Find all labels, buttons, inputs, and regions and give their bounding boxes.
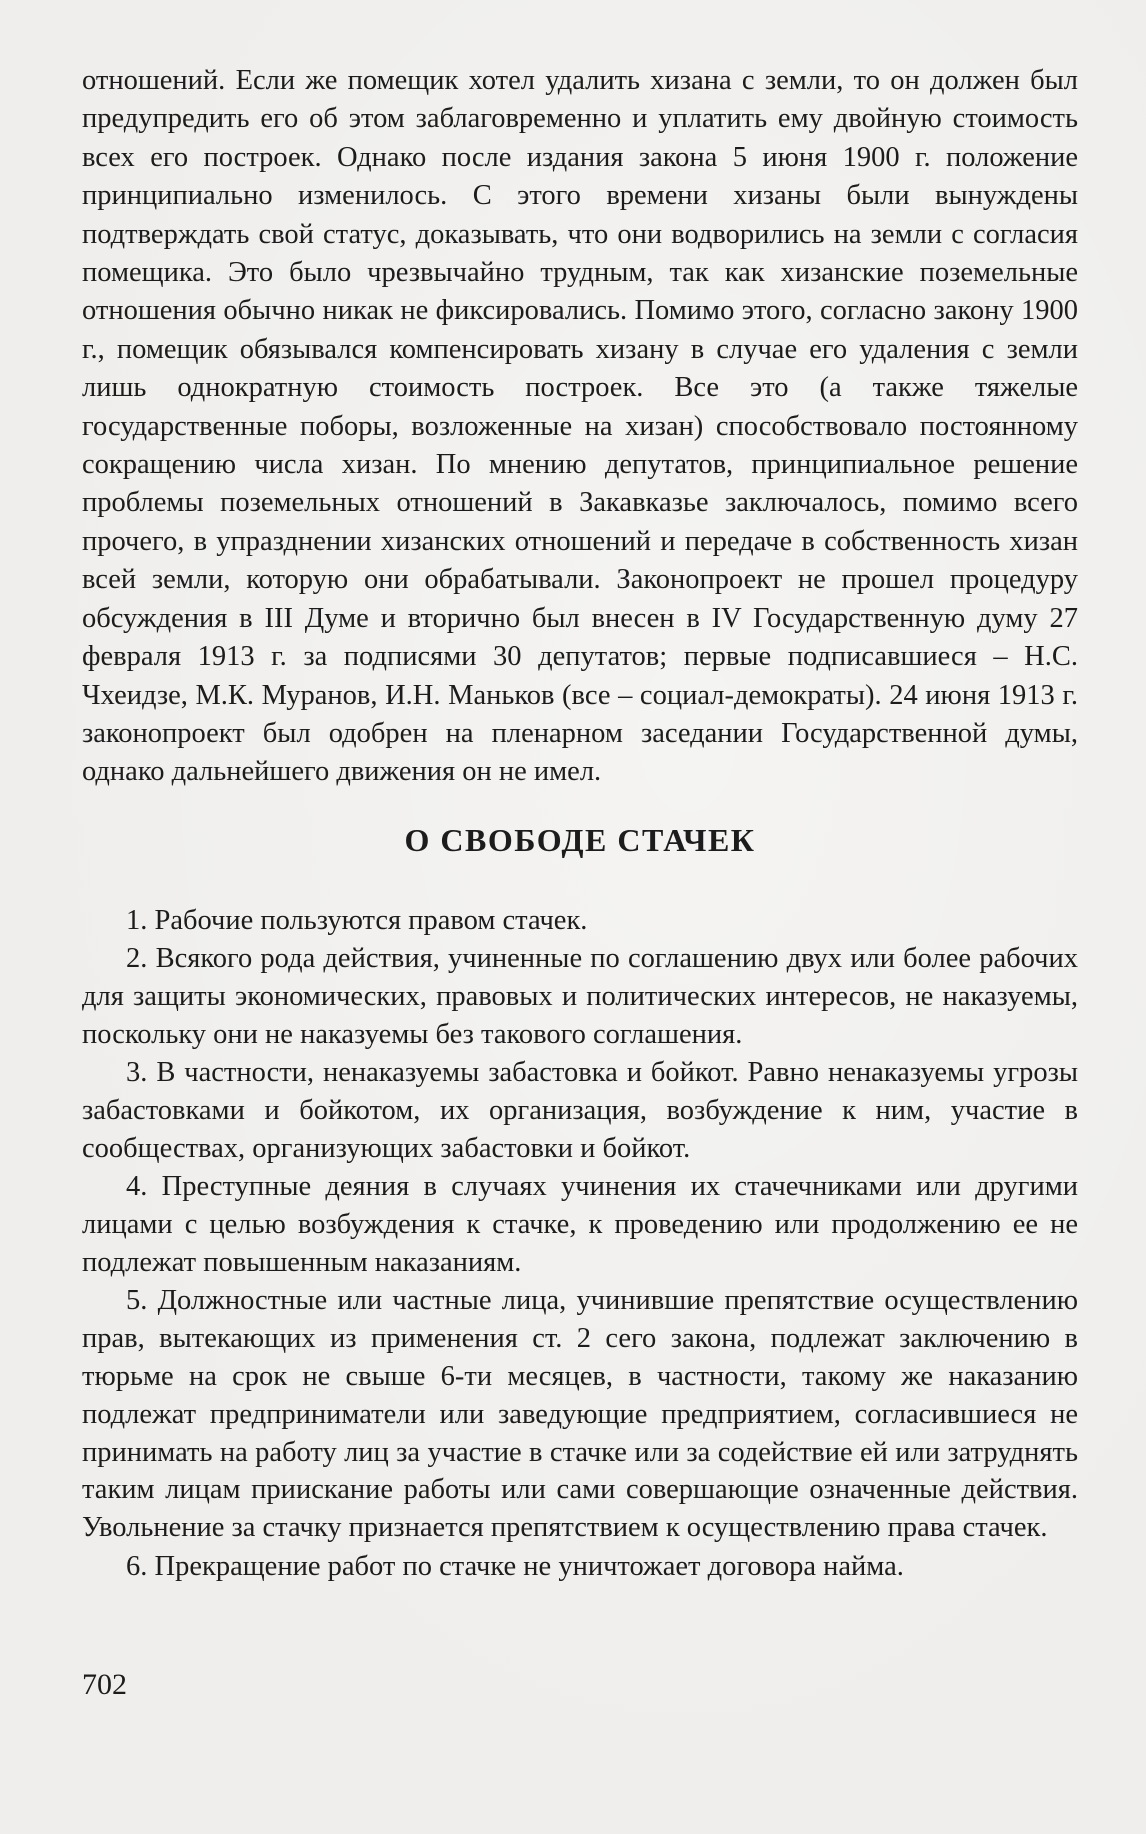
page-number: 702 xyxy=(82,1668,127,1701)
articles-list xyxy=(82,902,1078,1586)
article-6: 6. Прекращение работ по стачке не уничтожает договора найма. xyxy=(126,1550,904,1582)
article-3: 3. В частности, ненаказуемы забастовка и бойкот. Равно ненаказуемы угрозы забастовками и бойкотом, их организация, возбуждение к ним, участие в сообществах, организующих забастовки и бойкот. xyxy=(82,1057,1078,1164)
article-5: 5. Должностные или частные лица, учинившие препятствие осуществлению прав, вытекающих из применения ст. 2 сего закона, подлежат заключению в тюрьме на срок не свыше 6-ти месяцев, в частности, такому же наказанию подлежат предприниматели или заведующие предприятием, согласившиеся не принимать на работу лиц за участие в стачке или за содействие ей или затруднять таким лицам приискание работы или сами совершающие означенные действия. Увольнение за стачку признается препятствием к осуществлению права стачек. xyxy=(82,1285,1078,1544)
intro-paragraph: отношений. Если же помещик хотел удалить хизана с земли, то он должен был предупредить его об этом заблаговременно и уплатить ему двойную стоимость всех его построек. Однако после издания закона 5 июня 1900 г. положение принципиально изменилось. С этого времени хизаны были вынуждены подтверждать свой статус, доказывать, что они водворились на земли с согласия помещика. Это было чрезвычайно трудным, так как хизанские поземельные отношения обычно никак не фиксировались. Помимо этого, согласно закону 1900 г., помещик обязывался компенсировать хизану в случае его удаления с земли лишь однократную стоимость построек. Все это (а также тяжелые государственные поборы, возложенные на хизан) способствовало постоянному сокращению числа хизан. По мнению депутатов, принципиальное решение проблемы поземельных отношений в Закавказье заключалось, помимо всего прочего, в упразднении хизанских отношений и передаче в собственность хизан всей земли, которую они обрабатывали. Законопроект не прошел процедуру обсуждения в III Думе и вторично был внесен в IV Государственную думу 27 февраля 1913 г. за подписями 30 депутатов; первые подписавшиеся – Н.С. Чхеидзе, М.К. Муранов, И.Н. Маньков (все – социал-демократы). 24 июня 1913 г. законопроект был одобрен на пленарном заседании Государственной думы, однако дальнейшего движения он не имел. xyxy=(82,65,1078,788)
intro-text-block xyxy=(82,62,1078,792)
article-1: 1. Рабочие пользуются правом стачек. xyxy=(126,905,588,936)
section-title: О СВОБОДЕ СТАЧЕК xyxy=(404,822,756,858)
article-2: 2. Всякого рода действия, учиненные по соглашению двух или более рабочих для защиты экономических, правовых и политических интересов, не наказуемы, поскольку они не наказуемы без такового соглашения. xyxy=(82,943,1078,1050)
article-4: 4. Преступные деяния в случаях учинения их стачечниками или другими лицами с целью возбуждения к стачке, к проведению или продолжению ее не подлежат повышенным наказаниям. xyxy=(82,1171,1078,1278)
